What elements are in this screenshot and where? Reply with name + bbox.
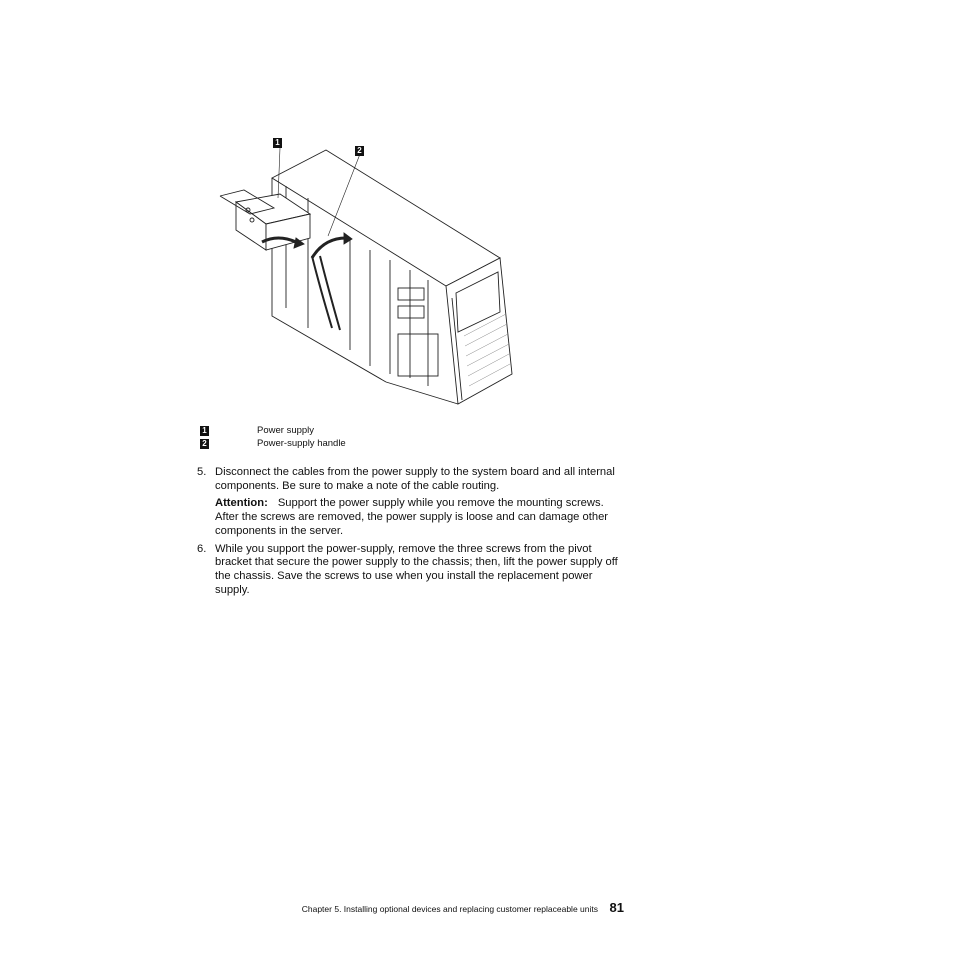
step-text: While you support the power-supply, remove the three screws from the pivot bracket that secure the power supply to the chassis; then, lift the power supply off the chassis. Save the screws to use when you install the replacement power supply.	[215, 542, 618, 596]
attention-label: Attention:	[215, 497, 268, 510]
chassis-line-drawing	[200, 138, 530, 413]
attention-note	[215, 497, 627, 538]
callout-badge: 1	[273, 138, 282, 148]
callout-badge: 2	[200, 439, 209, 449]
step-text: Disconnect the cables from the power supply to the system board and all internal components. Be sure to make a note of the cable routing.	[215, 466, 615, 492]
procedure-steps	[197, 466, 627, 601]
step-item	[197, 466, 627, 493]
attention-text: Support the power supply while you remove the mounting screws. After the screws are removed, the power supply is loose and can damage other components in the server.	[215, 497, 609, 537]
legend-label: Power-supply handle	[257, 438, 346, 449]
callout-badge: 1	[200, 426, 209, 436]
step-item	[197, 543, 627, 598]
step-number: 6.	[197, 542, 207, 555]
callout-badge: 2	[355, 146, 364, 156]
legend-label: Power supply	[257, 425, 315, 436]
server-power-supply-illustration	[200, 138, 530, 413]
step-number: 5.	[197, 466, 207, 478]
footer-chapter-title: Chapter 5. Installing optional devices and replacing customer replaceable units	[301, 904, 598, 914]
page-number: 81	[609, 900, 624, 915]
